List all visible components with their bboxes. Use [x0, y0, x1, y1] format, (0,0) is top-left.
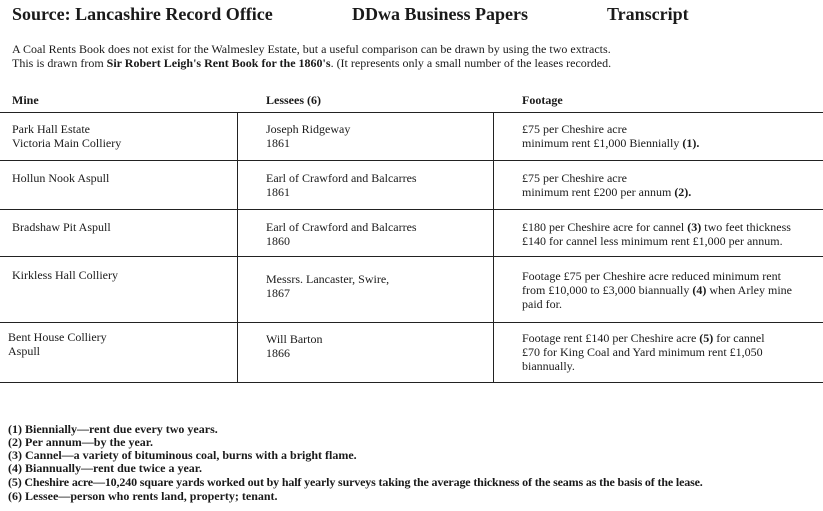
- footage-line: [522, 283, 792, 297]
- column-header-footage: Footage: [522, 93, 563, 107]
- intro-line-2: [12, 56, 611, 70]
- footage-text: paid for.: [522, 297, 562, 311]
- lessee-name: Joseph Ridgeway: [266, 122, 351, 136]
- intro-line-2-post: . (It represents only a small number of the leases recorded.: [330, 56, 612, 70]
- footage-text: for cannel: [713, 331, 765, 345]
- footnote-2: (2) Per annum—by the year.: [8, 435, 153, 449]
- table-row-5-mine: [8, 330, 107, 358]
- footnote-ref: (1).: [682, 136, 700, 150]
- intro-line-1: A Coal Rents Book does not exist for the Walmesley Estate, but a useful comparison can be drawn by using the two extracts.: [12, 42, 611, 56]
- lessee-name: Earl of Crawford and Balcarres: [266, 171, 417, 185]
- row-divider: [0, 322, 823, 323]
- table-row-3-footage: [522, 220, 791, 248]
- row-divider: [0, 256, 823, 257]
- column-header-lessees: Lessees (6): [266, 93, 321, 107]
- footage-line: [522, 359, 765, 373]
- table-row-1-mine: [12, 122, 121, 150]
- column-divider: [237, 112, 238, 382]
- table-rule-bottom: [0, 382, 823, 383]
- footage-text: £75 per Cheshire acre: [522, 122, 627, 136]
- source-heading: Source: Lancashire Record Office: [12, 4, 273, 24]
- transcript-heading: Transcript: [607, 4, 689, 24]
- footage-line: [522, 122, 699, 136]
- footage-line: [522, 136, 699, 150]
- intro-line-2-bold: Sir Robert Leigh's Rent Book for the 1860's: [106, 56, 331, 70]
- footage-text: two feet thickness: [701, 220, 791, 234]
- mine-line: Hollun Nook Aspull: [12, 171, 110, 185]
- footage-text: Footage rent £140 per Cheshire acre: [522, 331, 700, 345]
- table-row-4-lessee: [266, 272, 389, 300]
- table-rule-top: [0, 112, 823, 113]
- table-row-4-mine: [12, 268, 118, 282]
- footage-line: [522, 185, 691, 199]
- lessee-year: 1866: [266, 346, 290, 360]
- footage-line: [522, 269, 792, 283]
- footnote-4: (4) Biannually—rent due twice a year.: [8, 461, 202, 475]
- footage-line: [522, 297, 792, 311]
- table-row-1-lessee: [266, 122, 350, 150]
- footnote-ref: (3): [687, 220, 702, 234]
- lessee-year: 1867: [266, 286, 290, 300]
- footage-text: biannually.: [522, 359, 575, 373]
- column-divider: [493, 112, 494, 382]
- footage-line: [522, 345, 765, 359]
- row-divider: [0, 209, 823, 210]
- footage-text: from £10,000 to £3,000 biannually: [522, 283, 693, 297]
- footage-text: £75 per Cheshire acre: [522, 171, 627, 185]
- lessee-year: 1861: [266, 136, 290, 150]
- table-row-2-footage: [522, 171, 691, 199]
- footnote-ref: (2).: [674, 185, 692, 199]
- footage-text: Footage £75 per Cheshire acre reduced minimum rent: [522, 269, 781, 283]
- footage-text: when Arley mine: [706, 283, 792, 297]
- footage-line: [522, 220, 791, 234]
- footage-text: minimum rent £1,000 Biennially: [522, 136, 683, 150]
- table-row-3-mine: [12, 220, 111, 234]
- table-row-1-footage: [522, 122, 699, 150]
- table-row-2-lessee: [266, 171, 417, 199]
- mine-line: Bradshaw Pit Aspull: [12, 220, 111, 234]
- footage-line: [522, 331, 765, 345]
- footage-text: £180 per Cheshire acre for cannel: [522, 220, 688, 234]
- footnote-6: (6) Lessee—person who rents land, property; tenant.: [8, 489, 278, 503]
- footage-text: £70 for King Coal and Yard minimum rent £1,050: [522, 345, 763, 359]
- footage-line: [522, 234, 791, 248]
- table-row-5-lessee: [266, 332, 323, 360]
- lessee-year: 1861: [266, 185, 290, 199]
- footage-text: £140 for cannel less minimum rent £1,000 per annum.: [522, 234, 783, 248]
- lessee-name: Messrs. Lancaster, Swire,: [266, 272, 390, 286]
- footage-text: minimum rent £200 per annum: [522, 185, 675, 199]
- table-row-4-footage: [522, 269, 792, 311]
- collection-heading: DDwa Business Papers: [352, 4, 529, 24]
- footnote-5: (5) Cheshire acre—10,240 square yards worked out by half yearly surveys taking the average thickness of the seams as the basis of the lease.: [8, 475, 703, 489]
- table-row-3-lessee: [266, 220, 417, 248]
- mine-line: Kirkless Hall Colliery: [12, 268, 118, 282]
- table-row-2-mine: [12, 171, 109, 185]
- mine-line: Park Hall Estate: [12, 122, 90, 136]
- mine-line: Aspull: [8, 344, 41, 358]
- footage-line: [522, 171, 691, 185]
- column-header-mine: Mine: [12, 93, 39, 107]
- lessee-name: Earl of Crawford and Balcarres: [266, 220, 417, 234]
- footnote-1: (1) Biennially—rent due every two years.: [8, 422, 218, 436]
- mine-line: Bent House Colliery: [8, 330, 107, 344]
- mine-line: Victoria Main Colliery: [12, 136, 122, 150]
- footnote-ref: (4): [692, 283, 707, 297]
- footnote-3: (3) Cannel—a variety of bituminous coal, burns with a bright flame.: [8, 448, 357, 462]
- lessee-name: Will Barton: [266, 332, 323, 346]
- table-row-5-footage: [522, 331, 765, 373]
- footnote-ref: (5): [699, 331, 714, 345]
- intro-line-2-pre: This is drawn from: [12, 56, 107, 70]
- row-divider: [0, 160, 823, 161]
- lessee-year: 1860: [266, 234, 290, 248]
